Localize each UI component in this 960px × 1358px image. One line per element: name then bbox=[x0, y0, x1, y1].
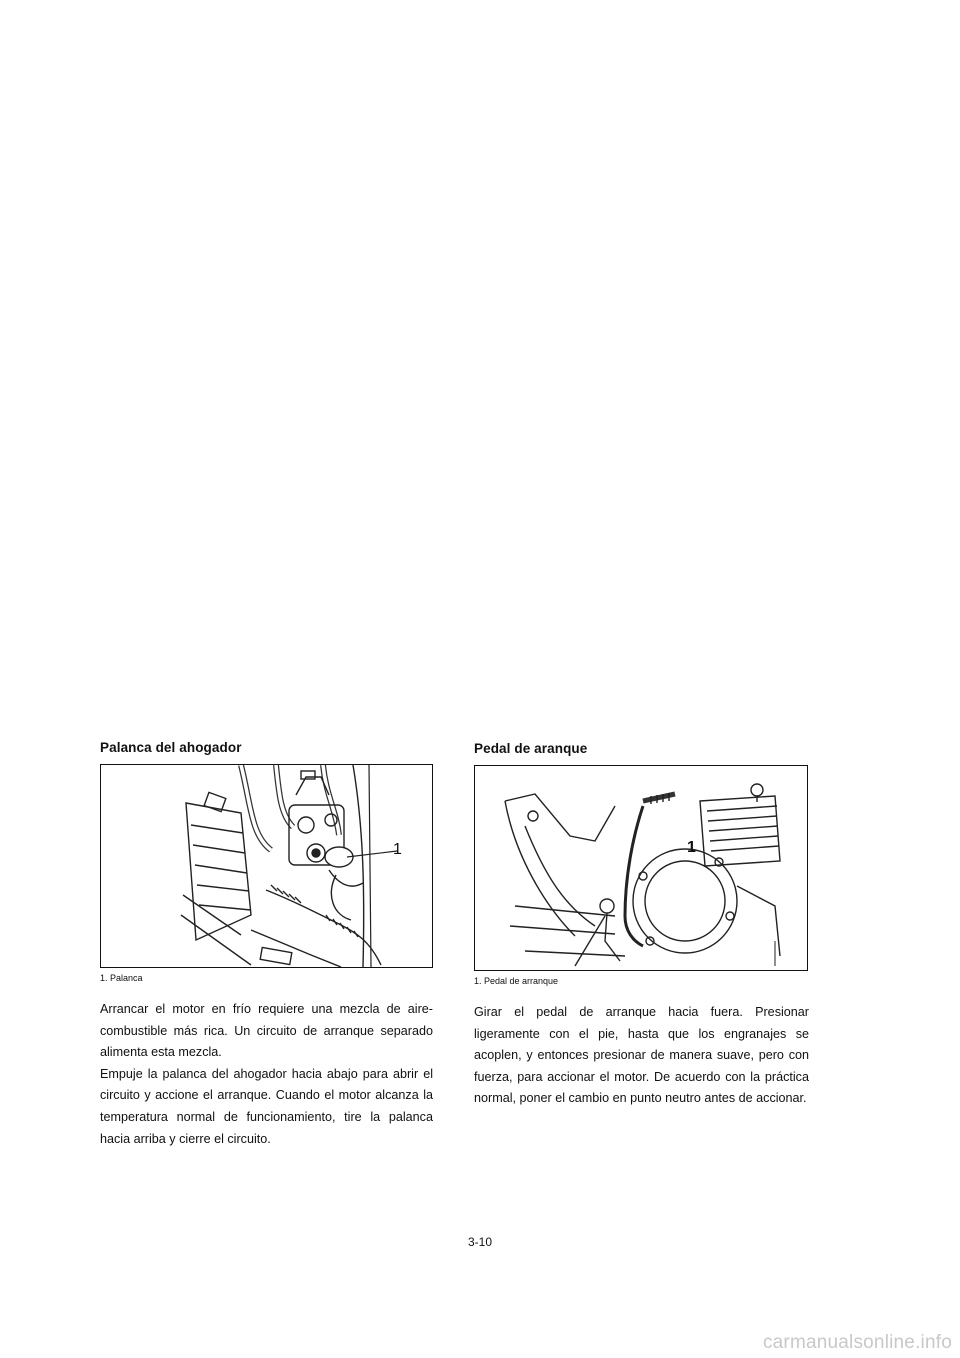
section-choke bbox=[100, 740, 433, 1150]
figure-choke-lever bbox=[100, 764, 433, 968]
section-title-choke: Palanca del ahogador bbox=[100, 740, 242, 755]
paragraph: Empuje la palanca del ahogador hacia abajo para abrir el circuito y accione el arranque. Cuando el motor alcanza la temperatura normal de funcionamiento, tire la palanca hacia arriba y cierre el circuito. bbox=[100, 1066, 433, 1146]
body-text-choke bbox=[100, 999, 433, 1150]
section-title-kick: Pedal de aranque bbox=[474, 741, 588, 756]
paragraph: Arrancar el motor en frío requiere una mezcla de aire-combustible más rica. Un circuito de arranque separado alimenta esta mezcla. bbox=[100, 1002, 433, 1060]
watermark: carmanualsonline.info bbox=[762, 1332, 952, 1353]
figure-callout-label: 1 bbox=[687, 839, 696, 856]
paragraph: Girar el pedal de arranque hacia fuera. Presionar ligeramente con el pie, hasta que los engranajes se acoplen, y entonces presionar de manera suave, pero con fuerza, para accionar el motor. De acuerdo con la práctica normal, poner el cambio en punto neutro antes de accionar. bbox=[474, 1005, 809, 1106]
figure-caption-kick: 1. Pedal de arranque bbox=[474, 976, 559, 986]
page-number: 3-10 bbox=[467, 1235, 493, 1249]
figure-kick-pedal bbox=[474, 765, 808, 971]
body-text-kick bbox=[474, 1002, 809, 1110]
kick-pedal-illustration bbox=[475, 766, 807, 970]
section-kick-starter bbox=[474, 741, 809, 1110]
choke-lever-illustration bbox=[101, 765, 432, 967]
figure-caption-choke: 1. Palanca bbox=[100, 973, 143, 983]
figure-callout-label: 1 bbox=[393, 841, 402, 858]
